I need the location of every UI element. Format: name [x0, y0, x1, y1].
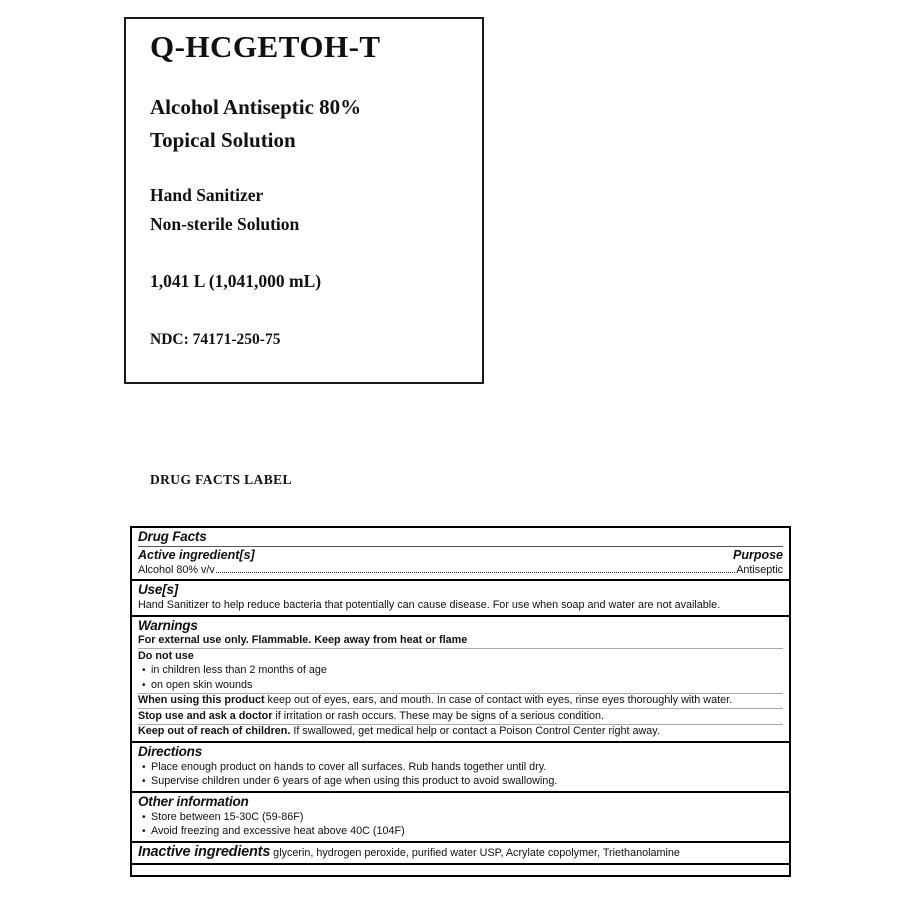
empty-bottom-row [132, 863, 789, 875]
active-ingredient-heading: Active ingredient[s] [138, 548, 255, 562]
dot-leader [216, 572, 735, 573]
warnings-stop-use-lead: Stop use and ask a doctor [138, 709, 273, 722]
drug-facts-table [130, 526, 791, 877]
warnings-when-using [138, 694, 783, 710]
uses-text: Hand Sanitizer to help reduce bacteria that potentially can cause disease. For use when soap and water are not available. [138, 598, 721, 611]
drug-facts-label-heading: DRUG FACTS LABEL [150, 472, 292, 487]
product-strength [150, 91, 472, 157]
warnings-bullet-2: • on open skin wounds [138, 678, 783, 694]
purpose-heading: Purpose [732, 548, 783, 562]
product-code: Q-HCGETOH-T [150, 29, 381, 64]
warnings-heading: Warnings [138, 617, 198, 633]
warnings-stop-use-text: if irritation or rash occurs. These may be signs of a serious condition. [272, 709, 605, 722]
warnings-keep-out [138, 725, 783, 740]
inactive-ingredients-row [138, 844, 783, 861]
directions-bullet-2: • Supervise children under 6 years of age when using this product to avoid swallowing. [138, 775, 783, 790]
product-ndc: NDC: 74171-250-75 [150, 331, 281, 348]
active-ingredient-purpose: Antiseptic [736, 564, 783, 576]
section-other-information [132, 791, 789, 841]
section-directions [132, 741, 789, 791]
product-strength-line1: Alcohol Antiseptic 80% [150, 95, 362, 119]
warnings-when-using-text: keep out of eyes, ears, and mouth. In case of contact with eyes, rinse eyes thoroughly with water. [264, 694, 733, 706]
product-strength-line2: Topical Solution [150, 128, 296, 152]
other-information-bullet-1: • Store between 15-30C (59-86F) [138, 810, 783, 825]
active-ingredient-row [138, 563, 783, 577]
product-volume: 1,041 L (1,041,000 mL) [150, 271, 322, 291]
section-active-ingredient [132, 528, 789, 579]
uses-heading: Use[s] [138, 582, 179, 597]
warnings-do-not-use: Do not use [138, 649, 194, 662]
product-label-box [124, 17, 484, 384]
product-type-line2: Non-sterile Solution [150, 214, 300, 234]
inactive-ingredients-list: glycerin, hydrogen peroxide, purified water USP, Acrylate copolymer, Triethanolamine [270, 847, 680, 859]
directions-heading: Directions [138, 744, 203, 759]
drug-facts-title: Drug Facts [138, 529, 783, 547]
warnings-flammable: For external use only. Flammable. Keep away from heat or flame [138, 634, 783, 650]
product-type-line1: Hand Sanitizer [150, 185, 264, 205]
warnings-keep-out-lead: Keep out of reach of children. [138, 725, 291, 737]
directions-bullet-1: • Place enough product on hands to cover all surfaces. Rub hands together until dry. [138, 760, 783, 775]
other-information-bullet-2: • Avoid freezing and excessive heat above 40C (104F) [138, 825, 783, 840]
product-type [150, 181, 472, 239]
active-ingredient-name: Alcohol 80% v/v [138, 564, 215, 576]
warnings-keep-out-text: If swallowed, get medical help or contact a Poison Control Center right away. [290, 725, 660, 737]
warnings-stop-use [138, 709, 783, 725]
section-uses [132, 579, 789, 615]
section-warnings [132, 615, 789, 742]
inactive-ingredients-heading: Inactive ingredients [138, 844, 271, 860]
warnings-when-using-lead: When using this product [138, 694, 265, 706]
active-ingredient-colheads [138, 548, 783, 563]
other-information-heading: Other information [138, 794, 249, 809]
section-inactive-ingredients [132, 841, 789, 863]
warnings-bullet-1: • in children less than 2 months of age [138, 664, 783, 679]
